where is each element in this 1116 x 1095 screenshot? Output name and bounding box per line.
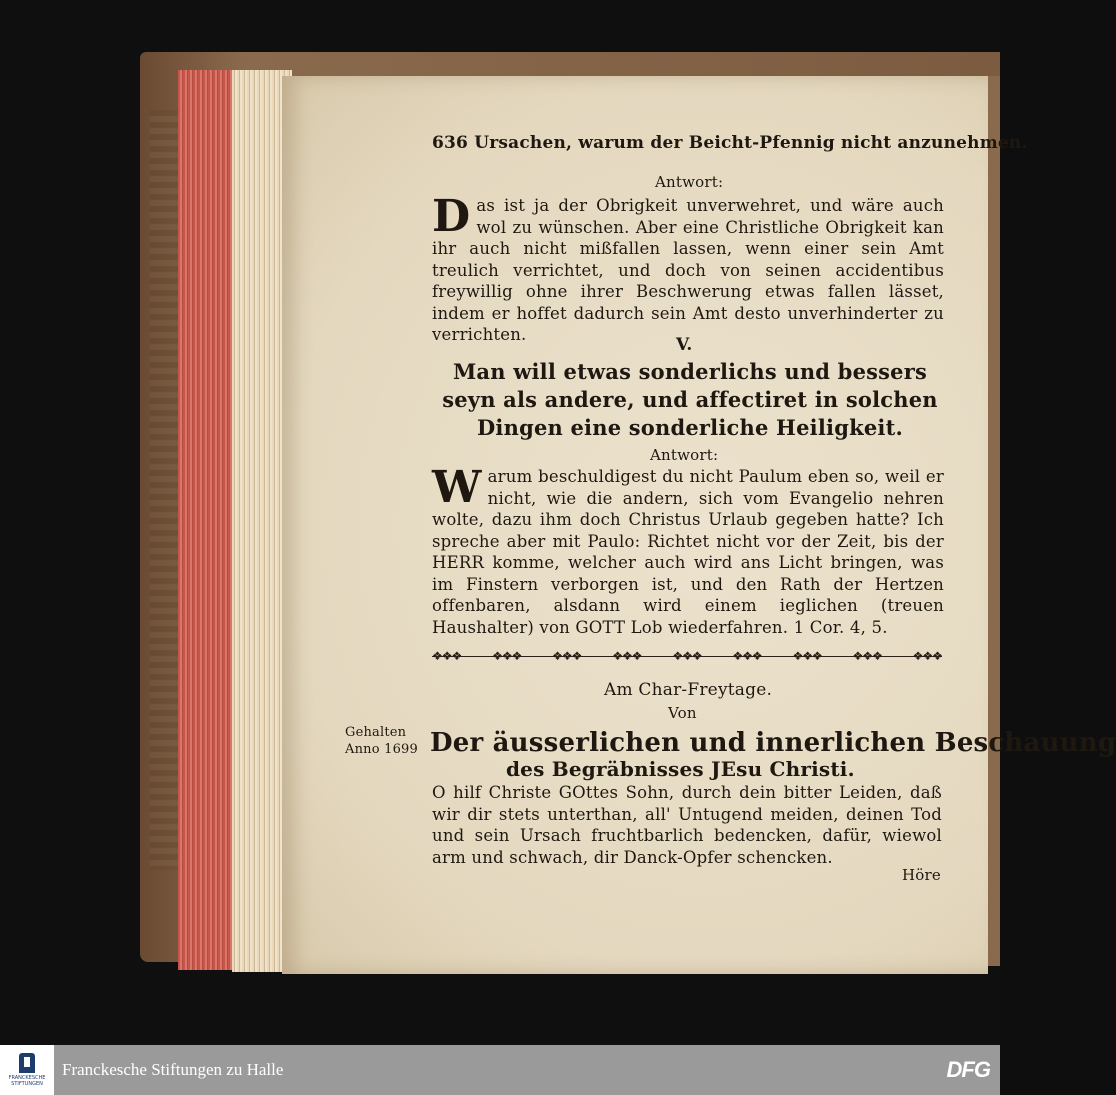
paragraph-2 [432,462,944,638]
section-heading: Man will etwas sonderlichs und bessers seyn als andere, und affectiret in solchen Dingen eine sonderliche Heiligkeit. [442,359,938,440]
running-head: 636 Ursachen, warum der Beicht-Pfennig nicht anzunehmen. [432,133,1028,153]
sermon-title: Der äusserlichen und innerlichen Beschauung [430,728,1116,758]
dfg-logo[interactable]: DFG [946,1057,990,1082]
hymn-text: O hilf Christe GOttes Sohn, durch dein bitter Leiden, daß wir dir stets unterthan, all' Untugend meiden, deinen Tod und sein Ursach fruchtbarlich bedencken, dafür, wiewol arm und schwach, dir Danck-Opfer schencken. [432,783,942,867]
paragraph-2-text: arum beschuldigest du nicht Paulum eben so, weil er nicht, wie die andern, sich vom Evangelio nehren wolte, dazu ihm doch Christus Urlaub gegeben hatte? Ich spreche aber mit Paulo: Richtet nicht vor der Zeit, bis der HERR komme, welcher auch wird ans Licht bringen, was im Finstern verborgen ist, und den Rath der Hertzen offenbaren, alsdann wird einem ieglichen (treuen Haushalter) von GOTT Lob wiederfahren. 1 Cor. 4, 5. [432,467,944,637]
logo-text: FRANCKESCHE STIFTUNGEN [8,1075,46,1087]
footer-bar [0,1045,1000,1095]
dropcap: W [432,462,482,513]
footer-title[interactable]: Franckesche Stiftungen zu Halle [62,1060,284,1079]
dropcap: D [432,191,471,242]
section-number: V. [676,335,693,355]
day-heading: Am Char-Freytage. [604,680,773,700]
ornament-divider: ❖❖❖ ❖❖❖ ❖❖❖ ❖❖❖ ❖❖❖ ❖❖❖ ❖❖❖ ❖❖❖ ❖❖❖ [432,649,942,663]
building-icon [19,1053,35,1073]
answer-label: Antwort: [650,446,719,464]
paragraph-1-text: as ist ja der Obrigkeit unverwehret, und wäre auch wol zu wünschen. Aber eine Christliche Obrigkeit kan ihr auch nicht mißfallen lassen, wenn einer sein Amt treulich verrichtet, und doch von seinen accidentibus freywillig ohne ihrer Beschwerung etwas fallen lässet, indem er hoffet dadurch sein Amt desto unverhinderter zu verrichten. [432,196,944,344]
foundation-logo[interactable] [0,1045,54,1095]
von-label: Von [668,704,697,722]
catchword: Höre [902,866,941,884]
answer-label: Antwort: [655,173,724,191]
cover-right-edge [986,76,1000,966]
margin-note: Gehalten Anno 1699 [345,725,418,757]
paragraph-1 [432,191,944,346]
sermon-subtitle: des Begräbnisses JEsu Christi. [506,757,855,781]
hymn-verse [432,782,942,868]
